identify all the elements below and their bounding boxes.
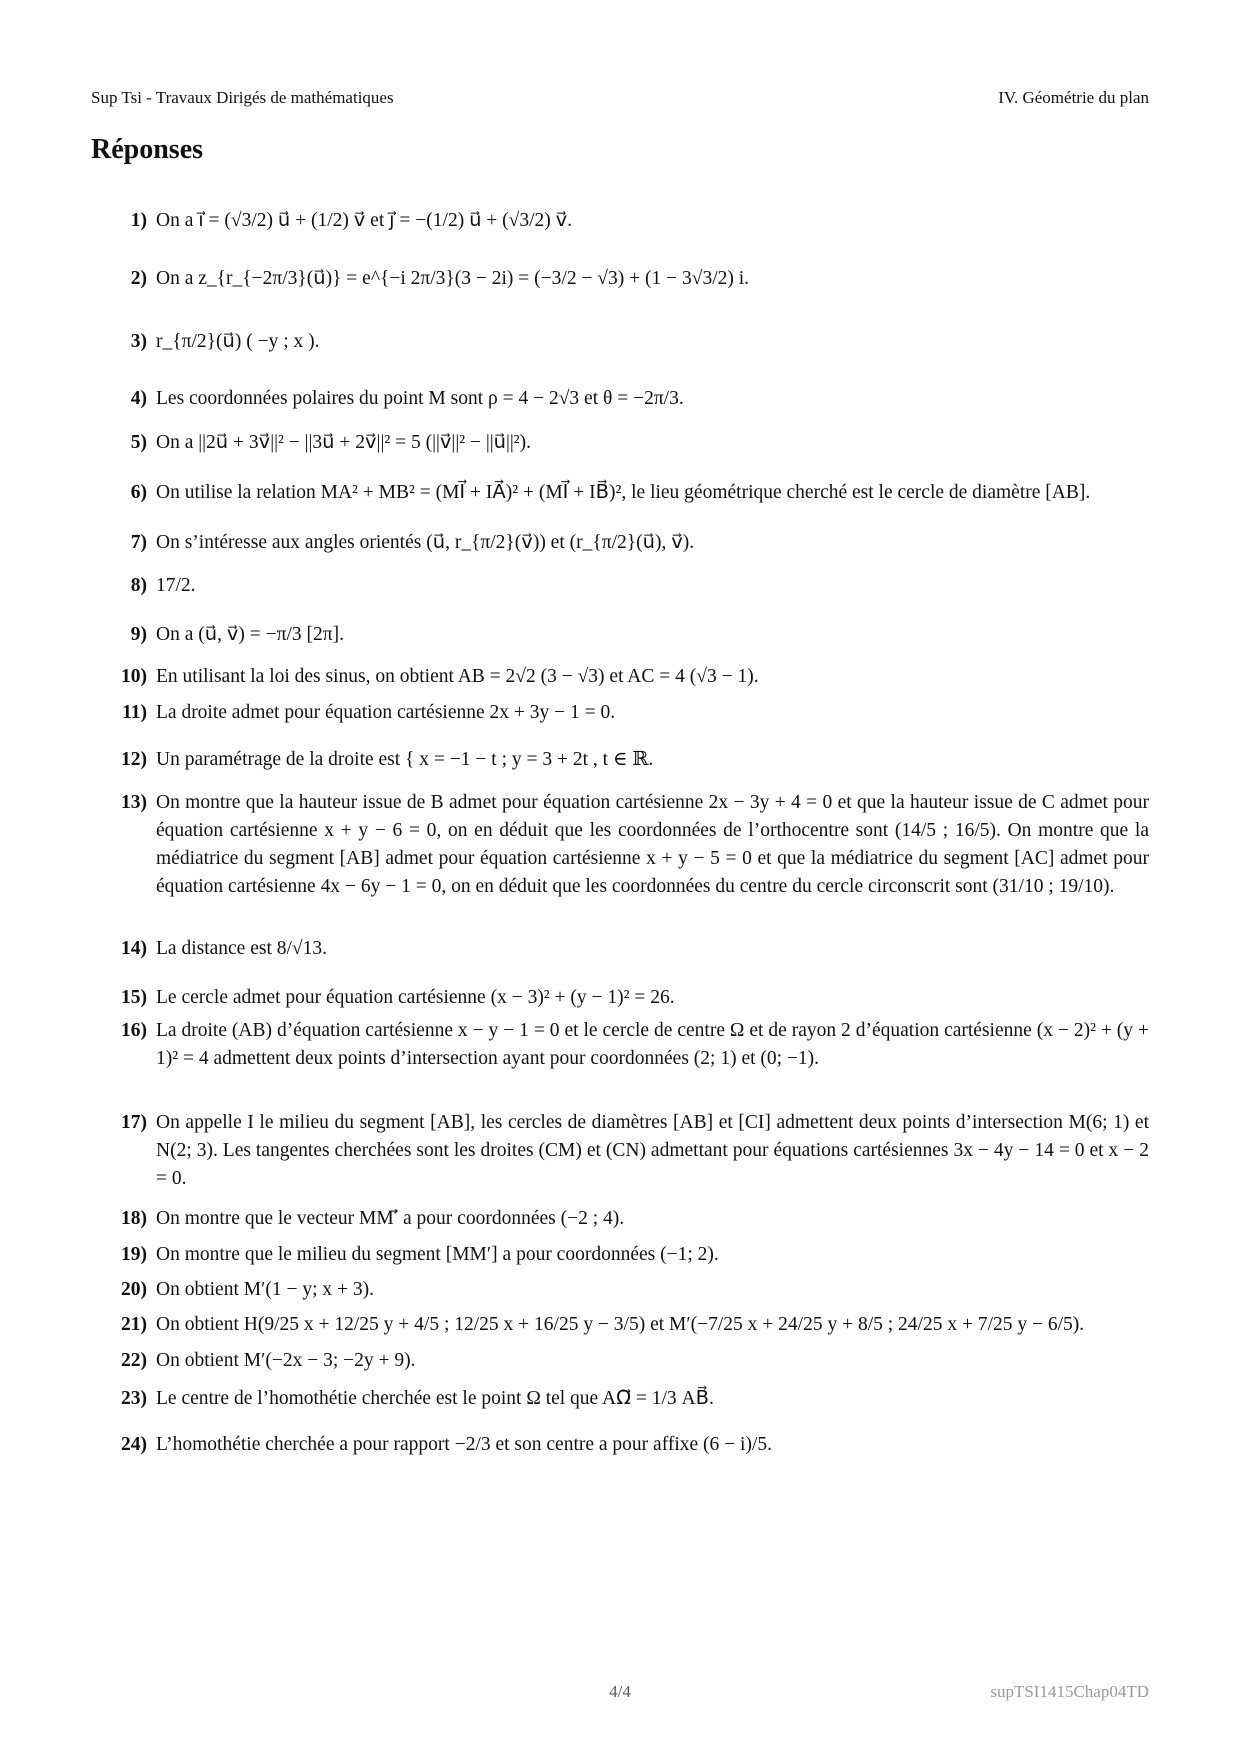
- answer-number: 5): [130, 432, 147, 453]
- page-number: 4/4: [609, 1682, 631, 1701]
- answer-item: [91, 561, 1149, 611]
- answer-number: 7): [130, 532, 147, 553]
- header-left: Sup Tsi - Travaux Dirigés de mathématiques: [91, 88, 394, 107]
- answer-item: [91, 1419, 1149, 1471]
- answer-item: [91, 373, 1149, 425]
- answer-text: On obtient M′(1 − y; x + 3).: [156, 1279, 374, 1300]
- answer-item: [91, 1201, 1149, 1237]
- answer-text: On montre que le vecteur MM′⃗ a pour coordonnées (−2 ; 4).: [156, 1208, 625, 1229]
- answer-item: [91, 525, 1149, 561]
- answer-item: [91, 1379, 1149, 1419]
- answer-number: 11): [122, 702, 147, 723]
- answer-item: [91, 1343, 1149, 1379]
- answer-text: On montre que le milieu du segment [MM′] a pour coordonnées (−1; 2).: [156, 1244, 719, 1265]
- answer-text: On appelle I le milieu du segment [AB], les cercles de diamètres [AB] et [CI] admettent deux points d’intersection M(6; 1) et N(2; 3). Les tangentes cherchées sont les droites (CM) et (CN) admettant pour équations cartésiennes 3x − 4y − 14 = 0 et x − 2 = 0.: [156, 1112, 1149, 1189]
- answer-number: 3): [130, 331, 147, 352]
- answer-number: 6): [130, 482, 147, 503]
- answer-text: En utilisant la loi des sinus, on obtient AB = 2√2 (3 − √3) et AC = 4 (√3 − 1).: [156, 666, 759, 687]
- answer-number: 8): [130, 575, 147, 596]
- answer-item: [91, 731, 1149, 789]
- answer-item: [91, 1307, 1149, 1343]
- answer-text: La droite admet pour équation cartésienne 2x + 3y − 1 = 0.: [156, 702, 616, 723]
- answer-number: 13): [121, 792, 147, 813]
- answer-text: On a z_{r_{−2π/3}(u⃗)} = e^{−i 2π/3}(3 − 2i) = (−3/2 − √3) + (1 − 3√3/2) i.: [156, 268, 750, 289]
- answer-item: [91, 979, 1149, 1017]
- answer-item: [91, 1109, 1149, 1201]
- answer-text: On a ||2u⃗ + 3v⃗||² − ||3u⃗ + 2v⃗||² = 5 (||v⃗||² − ||u⃗||²).: [156, 432, 532, 453]
- answer-item: [91, 1237, 1149, 1273]
- answer-item: [91, 789, 1149, 919]
- answer-item: [91, 461, 1149, 525]
- answer-text: r_{π/2}(u⃗) ( −y ; x ).: [156, 331, 320, 352]
- answer-text: On s’intéresse aux angles orientés (u⃗, r_{π/2}(v⃗)) et (r_{π/2}(u⃗), v⃗).: [156, 532, 695, 553]
- answer-number: 17): [121, 1112, 147, 1133]
- answer-text: On a i⃗ = (√3/2) u⃗ + (1/2) v⃗ et j⃗ = −(1/2) u⃗ + (√3/2) v⃗.: [156, 210, 573, 231]
- answer-number: 14): [121, 938, 147, 959]
- answer-item: [91, 195, 1149, 247]
- answer-number: 9): [130, 624, 147, 645]
- answer-text: La droite (AB) d’équation cartésienne x − y − 1 = 0 et le cercle de centre Ω et de rayon 2 d’équation cartésienne (x − 2)² + (y + 1)² = 4 admettent deux points d’intersection ayant pour coordonnées (2; 1) et (0; −1).: [156, 1020, 1149, 1069]
- answer-item: [91, 611, 1149, 659]
- answer-number: 4): [130, 388, 147, 409]
- answer-number: 15): [121, 987, 147, 1008]
- answer-text: On obtient H(9/25 x + 12/25 y + 4/5 ; 12/25 x + 16/25 y − 3/5) et M′(−7/25 x + 24/25 y + 8/5 ; 24/25 x + 7/25 y − 6/5).: [156, 1314, 1085, 1335]
- answer-text: Le cercle admet pour équation cartésienne (x − 3)² + (y − 1)² = 26.: [156, 987, 675, 1008]
- answer-number: 10): [121, 666, 147, 687]
- answer-item: [91, 247, 1149, 311]
- answer-text: Un paramétrage de la droite est { x = −1 − t ; y = 3 + 2t , t ∈ ℝ.: [156, 749, 654, 770]
- answer-number: 16): [121, 1020, 147, 1041]
- answer-item: [91, 311, 1149, 373]
- answer-item: [91, 659, 1149, 695]
- answer-text: 17/2.: [156, 575, 196, 596]
- answer-number: 1): [130, 210, 147, 231]
- answer-text: On utilise la relation MA² + MB² = (MI⃗ + IA⃗)² + (MI⃗ + IB⃗)², le lieu géométrique cherché est le cercle de diamètre [AB].: [156, 482, 1091, 503]
- answer-text: L’homothétie cherchée a pour rapport −2/3 et son centre a pour affixe (6 − i)/5.: [156, 1434, 772, 1455]
- answer-item: [91, 695, 1149, 731]
- answer-item: [91, 1017, 1149, 1109]
- answer-text: On a (u⃗, v⃗) = −π/3 [2π].: [156, 624, 344, 645]
- answer-number: 18): [121, 1208, 147, 1229]
- document-reference: supTSI1415Chap04TD: [990, 1682, 1149, 1701]
- header-right: IV. Géométrie du plan: [998, 88, 1149, 107]
- answer-text: Le centre de l’homothétie cherchée est le point Ω tel que AΩ⃗ = 1/3 AB⃗.: [156, 1388, 714, 1409]
- answer-text: La distance est 8/√13.: [156, 938, 327, 959]
- answer-list: [91, 195, 1149, 1471]
- answer-item: [91, 1273, 1149, 1307]
- answer-text: On obtient M′(−2x − 3; −2y + 9).: [156, 1350, 416, 1371]
- answer-text: On montre que la hauteur issue de B admet pour équation cartésienne 2x − 3y + 4 = 0 et que la hauteur issue de C admet pour équation cartésienne x + y − 6 = 0, on en déduit que les coordonnées de l’orthocentre sont (14/5 ; 16/5). On montre que la médiatrice du segment [AB] admet pour équation cartésienne x + y − 5 = 0 et que la médiatrice du segment [AC] admet pour équation cartésienne 4x − 6y − 1 = 0, on en déduit que les coordonnées du centre du cercle circonscrit sont (31/10 ; 19/10).: [156, 792, 1149, 897]
- answer-number: 23): [121, 1388, 147, 1409]
- answer-number: 12): [121, 749, 147, 770]
- answer-number: 20): [121, 1279, 147, 1300]
- answer-text: Les coordonnées polaires du point M sont ρ = 4 − 2√3 et θ = −2π/3.: [156, 388, 684, 409]
- answer-item: [91, 919, 1149, 979]
- answer-number: 21): [121, 1314, 147, 1335]
- answer-number: 24): [121, 1434, 147, 1455]
- answer-item: [91, 425, 1149, 461]
- answer-number: 22): [121, 1350, 147, 1371]
- answer-number: 2): [130, 268, 147, 289]
- answer-number: 19): [121, 1244, 147, 1265]
- page-title: Réponses: [91, 134, 204, 165]
